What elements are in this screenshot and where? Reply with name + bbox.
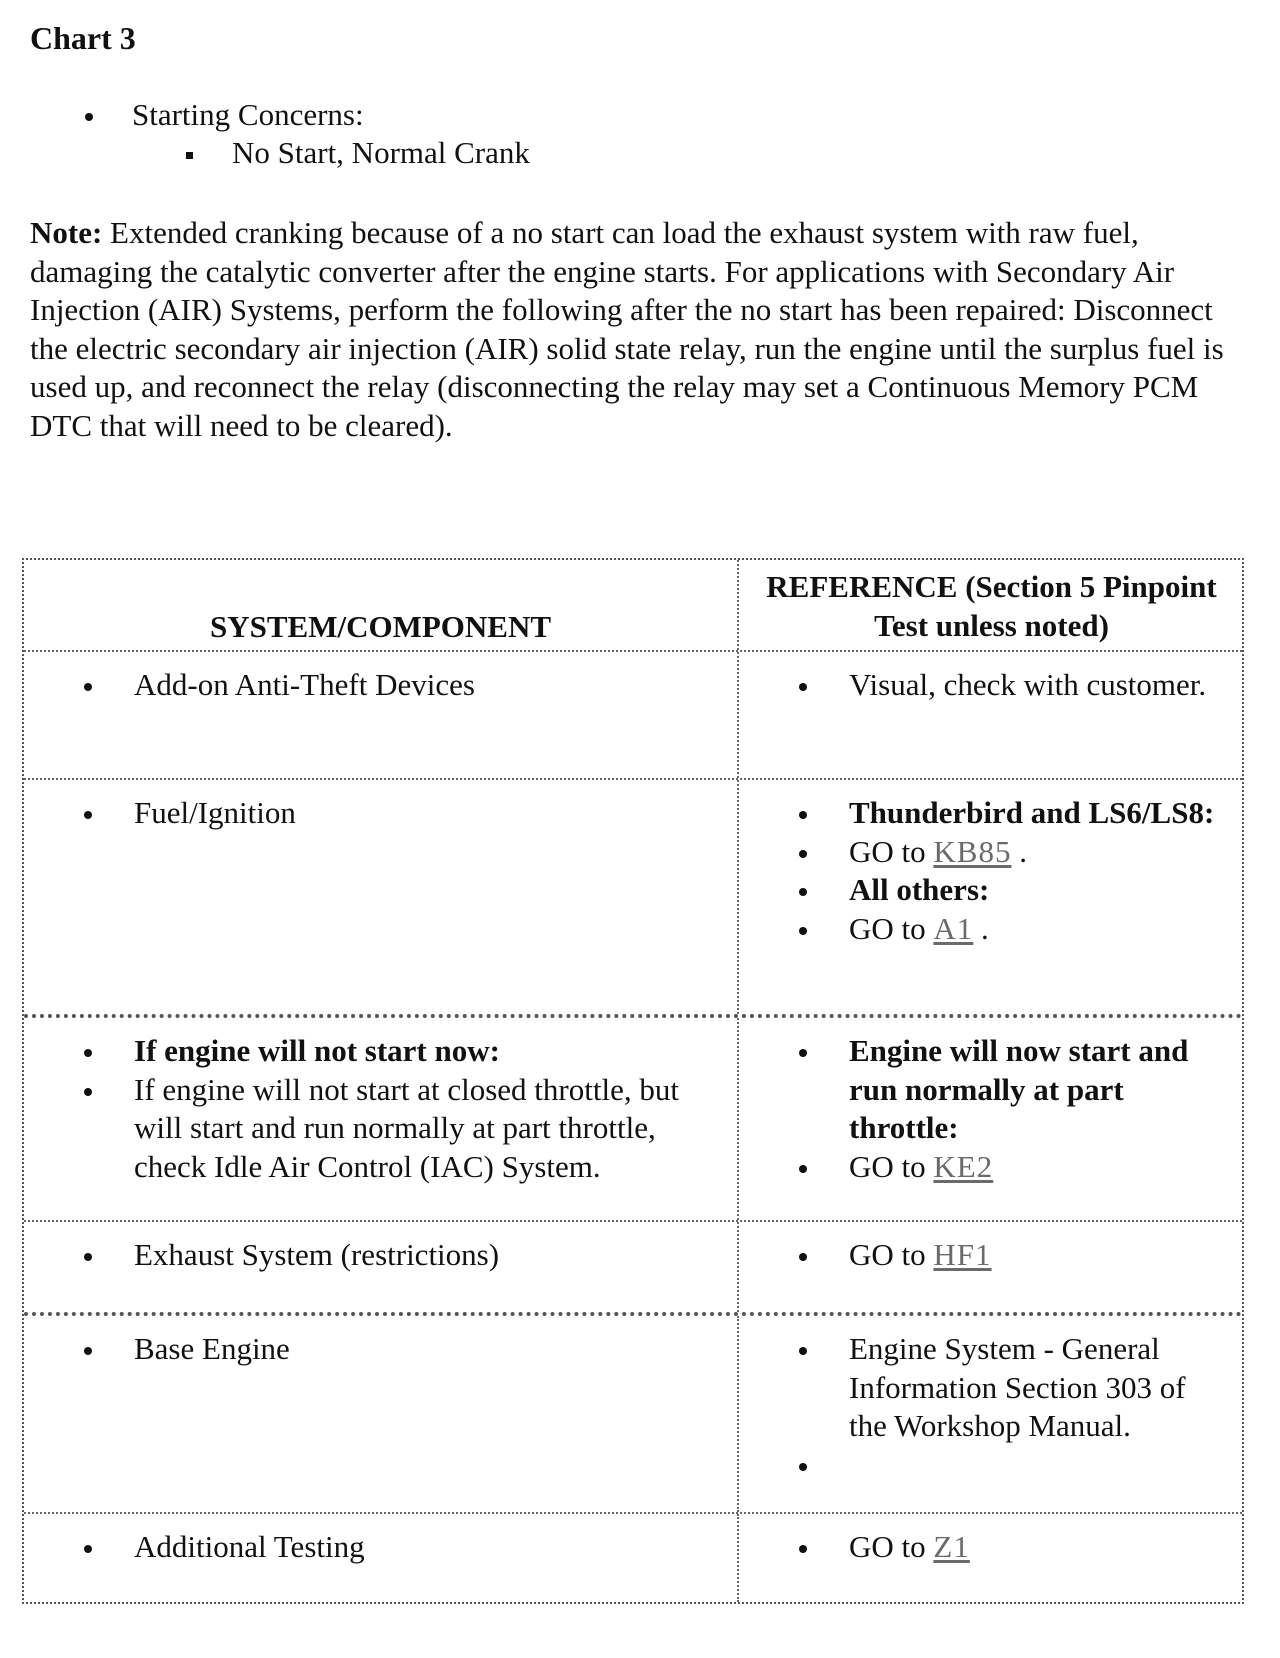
- bullet-icon: [84, 683, 92, 691]
- bullet-icon: [799, 1165, 807, 1173]
- reference-text: Engine System - General Information Section 303 of the Workshop Manual.: [849, 1331, 1186, 1443]
- diagnostic-table: [22, 558, 1244, 1604]
- component-cell: [24, 1514, 739, 1602]
- list-item: [739, 1236, 1242, 1275]
- note-label: Note:: [30, 215, 103, 250]
- table-row: [24, 778, 1242, 1014]
- component-heading: If engine will not start now:: [134, 1033, 500, 1068]
- bullet-icon: [84, 1347, 92, 1355]
- bullet-icon: [799, 888, 807, 896]
- reference-text: GO to: [849, 1237, 934, 1272]
- bullet-icon: [84, 811, 92, 819]
- bullet-icon: [799, 927, 807, 935]
- component-cell: [24, 780, 739, 1014]
- bullet-icon: [84, 1253, 92, 1261]
- bullet-icon: [799, 1347, 807, 1355]
- table-header-row: [24, 560, 1242, 650]
- list-item: [739, 910, 1242, 949]
- component-text: Additional Testing: [134, 1529, 365, 1564]
- list-item: [0, 134, 900, 172]
- list-item: [739, 1330, 1242, 1446]
- table-row: [24, 1312, 1242, 1512]
- component-cell: [24, 1222, 739, 1312]
- list-item: [739, 1032, 1242, 1148]
- concerns-subitem: No Start, Normal Crank: [232, 135, 530, 170]
- list-item: [24, 1330, 737, 1369]
- concerns-label: Starting Concerns:: [132, 97, 364, 132]
- list-item: [739, 1446, 1242, 1485]
- list-item: [739, 794, 1242, 833]
- component-text: Fuel/Ignition: [134, 795, 296, 830]
- component-cell: [24, 1316, 739, 1512]
- note-text: Extended cranking because of a no start can load the exhaust system with raw fuel, damaging the catalytic converter after the engine starts. For applications with Secondary Air Injection (AIR) Systems, perform the following after the no start has been repaired: Disconnect the electric secondary air injection (AIR) solid state relay, run the engine until the surplus fuel is used up, and reconnect the relay (disconnecting the relay may set a Continuous Memory PCM DTC that will need to be cleared).: [30, 215, 1224, 443]
- reference-text: GO to: [849, 910, 934, 946]
- reference-text: .: [1011, 833, 1027, 869]
- reference-text: GO to: [849, 833, 934, 869]
- square-bullet-icon: [186, 152, 193, 159]
- list-item: [739, 666, 1242, 705]
- reference-cell: [739, 1018, 1242, 1220]
- reference-cell: [739, 780, 1242, 1014]
- reference-cell: [739, 652, 1242, 778]
- link-a1[interactable]: A1: [933, 910, 974, 946]
- reference-heading: All others:: [849, 872, 990, 907]
- bullet-icon: [799, 1253, 807, 1261]
- bullet-icon: [799, 1463, 807, 1471]
- bullet-icon: [85, 113, 93, 121]
- table-row: [24, 650, 1242, 778]
- reference-cell: [739, 1514, 1242, 1602]
- link-kb85[interactable]: KB85: [933, 833, 1012, 869]
- component-text: Exhaust System (restrictions): [134, 1237, 500, 1272]
- component-text: Add-on Anti-Theft Devices: [134, 667, 475, 702]
- list-item: [739, 871, 1242, 910]
- reference-cell: [739, 1222, 1242, 1312]
- column-header-reference: REFERENCE (Section 5 Pinpoint Test unless noted): [766, 569, 1217, 643]
- list-item: [24, 1236, 737, 1275]
- reference-cell: [739, 1316, 1242, 1512]
- table-row: [24, 1220, 1242, 1312]
- link-hf1[interactable]: HF1: [933, 1237, 992, 1272]
- list-item: [24, 1071, 737, 1187]
- list-item: [739, 833, 1242, 872]
- column-header-component: SYSTEM/COMPONENT: [24, 560, 739, 650]
- reference-text: Visual, check with customer.: [849, 667, 1207, 702]
- list-item: [739, 1148, 1242, 1187]
- link-ke2[interactable]: KE2: [933, 1148, 994, 1184]
- reference-heading: Engine will now start and run normally at part throttle:: [849, 1033, 1189, 1145]
- list-item: [0, 96, 900, 134]
- bullet-icon: [84, 1088, 92, 1096]
- component-text: If engine will not start at closed throttle, but will start and run normally at part throttle, check Idle Air Control (IAC) System.: [134, 1071, 679, 1184]
- bullet-icon: [799, 1545, 807, 1553]
- table-row: [24, 1512, 1242, 1602]
- bullet-icon: [799, 850, 807, 858]
- reference-text: GO to: [849, 1148, 934, 1184]
- list-item: [24, 1032, 737, 1071]
- component-cell: [24, 1018, 739, 1220]
- reference-text: .: [973, 910, 989, 946]
- list-item: [24, 666, 737, 705]
- list-item: [739, 1528, 1242, 1567]
- component-text: Base Engine: [134, 1331, 290, 1366]
- bullet-icon: [84, 1545, 92, 1553]
- reference-heading: Thunderbird and LS6/LS8:: [849, 795, 1215, 830]
- bullet-icon: [84, 1049, 92, 1057]
- bullet-icon: [799, 811, 807, 819]
- note-paragraph: [30, 214, 1250, 445]
- table-row: [24, 1014, 1242, 1220]
- list-item: [24, 794, 737, 833]
- bullet-icon: [799, 683, 807, 691]
- bullet-icon: [799, 1049, 807, 1057]
- component-cell: [24, 652, 739, 778]
- reference-text: GO to: [849, 1529, 934, 1564]
- page-title: Chart 3: [30, 20, 136, 56]
- link-z1[interactable]: Z1: [933, 1529, 970, 1564]
- list-item: [24, 1528, 737, 1567]
